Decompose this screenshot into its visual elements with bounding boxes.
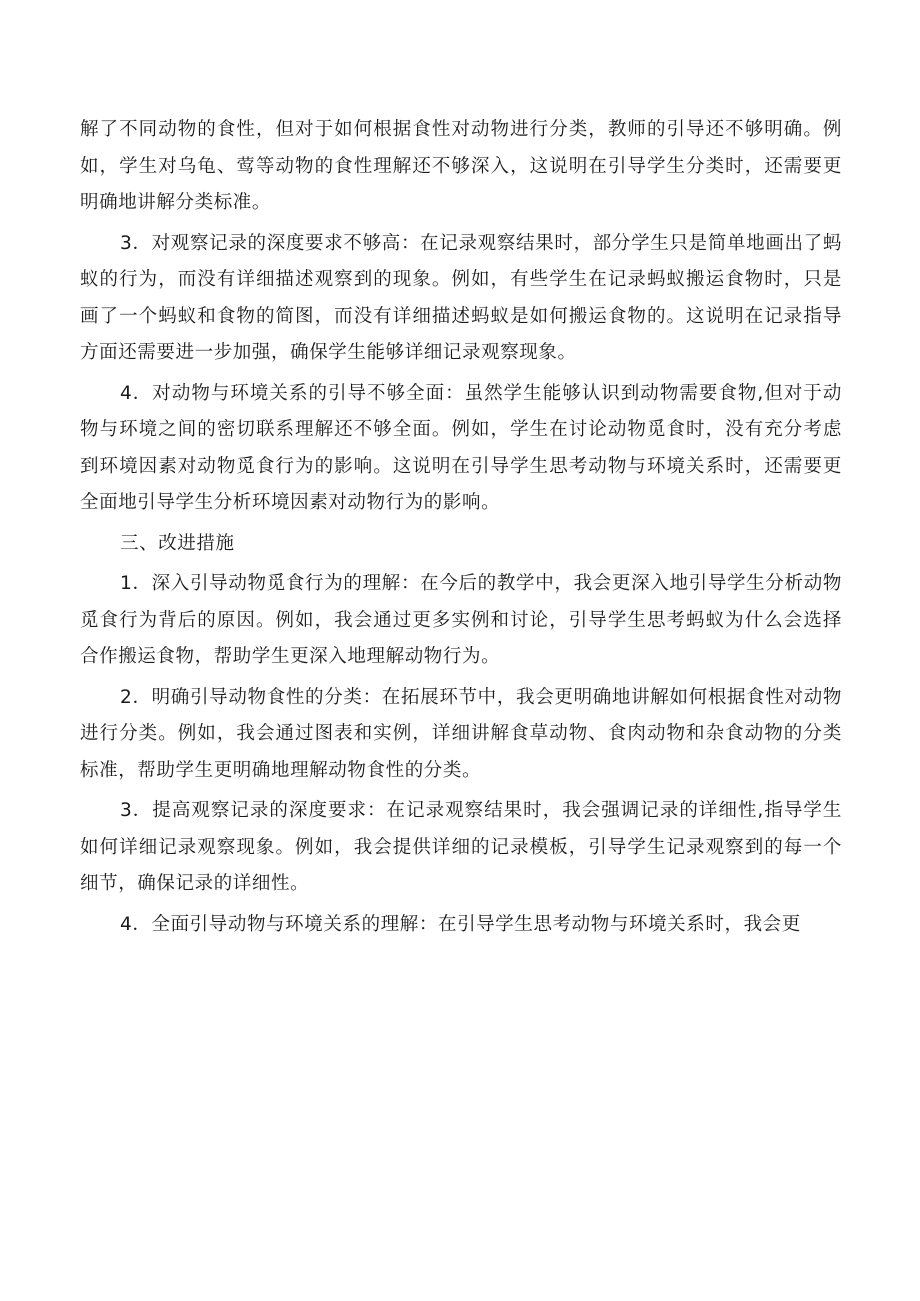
paragraph-measure-4: 4．全面引导动物与环境关系的理解：在引导学生思考动物与环境关系时，我会更 (120, 913, 801, 935)
paragraph-measure-3: 3．提高观察记录的深度要求：在记录观察结果时，我会强调记录的详细性,指导学生如何详细记录观察现象。例如，我会提供详细的记录模板，引导学生记录观察到的每一个细节，确保记录的详细性。 (80, 800, 842, 894)
paragraph-measure-1: 1．深入引导动物觅食行为的理解：在今后的教学中，我会更深入地引导学生分析动物觅食行为背后的原因。例如，我会通过更多实例和讨论，引导学生思考蚂蚁为什么会选择合作搬运食物，帮助学生更深入地理解动物行为。 (80, 573, 842, 667)
section-heading-improvements: 三、改进措施 (120, 532, 235, 554)
paragraph-measure-2: 2．明确引导动物食性的分类：在拓展环节中，我会更明确地讲解如何根据食性对动物进行分类。例如，我会通过图表和实例，详细讲解食草动物、食肉动物和杂食动物的分类标准，帮助学生更明确地理解动物食性的分类。 (80, 686, 842, 781)
paragraph-issue-4: 4．对动物与环境关系的引导不够全面：虽然学生能够认识到动物需要食物,但对于动物与环境之间的密切联系理解还不够全面。例如，学生在讨论动物觅食时，没有充分考虑到环境因素对动物觅食行为的影响。这说明在引导学生思考动物与环境关系时，还需要更全面地引导学生分析环境因素对动物行为的影响。 (80, 382, 842, 513)
paragraph-continuation: 解了不同动物的食性，但对于如何根据食性对动物进行分类，教师的引导还不够明确。例如，学生对乌龟、莺等动物的食性理解还不够深入，这说明在引导学生分类时，还需要更明确地讲解分类标准。 (80, 119, 842, 213)
paragraph-issue-3: 3．对观察记录的深度要求不够高：在记录观察结果时，部分学生只是简单地画出了蚂蚁的行为，而没有详细描述观察到的现象。例如，有些学生在记录蚂蚁搬运食物时，只是画了一个蚂蚁和食物的简图，而没有详细描述蚂蚁是如何搬运食物的。这说明在记录指导方面还需要进一步加强，确保学生能够详细记录观察现象。 (80, 232, 842, 363)
